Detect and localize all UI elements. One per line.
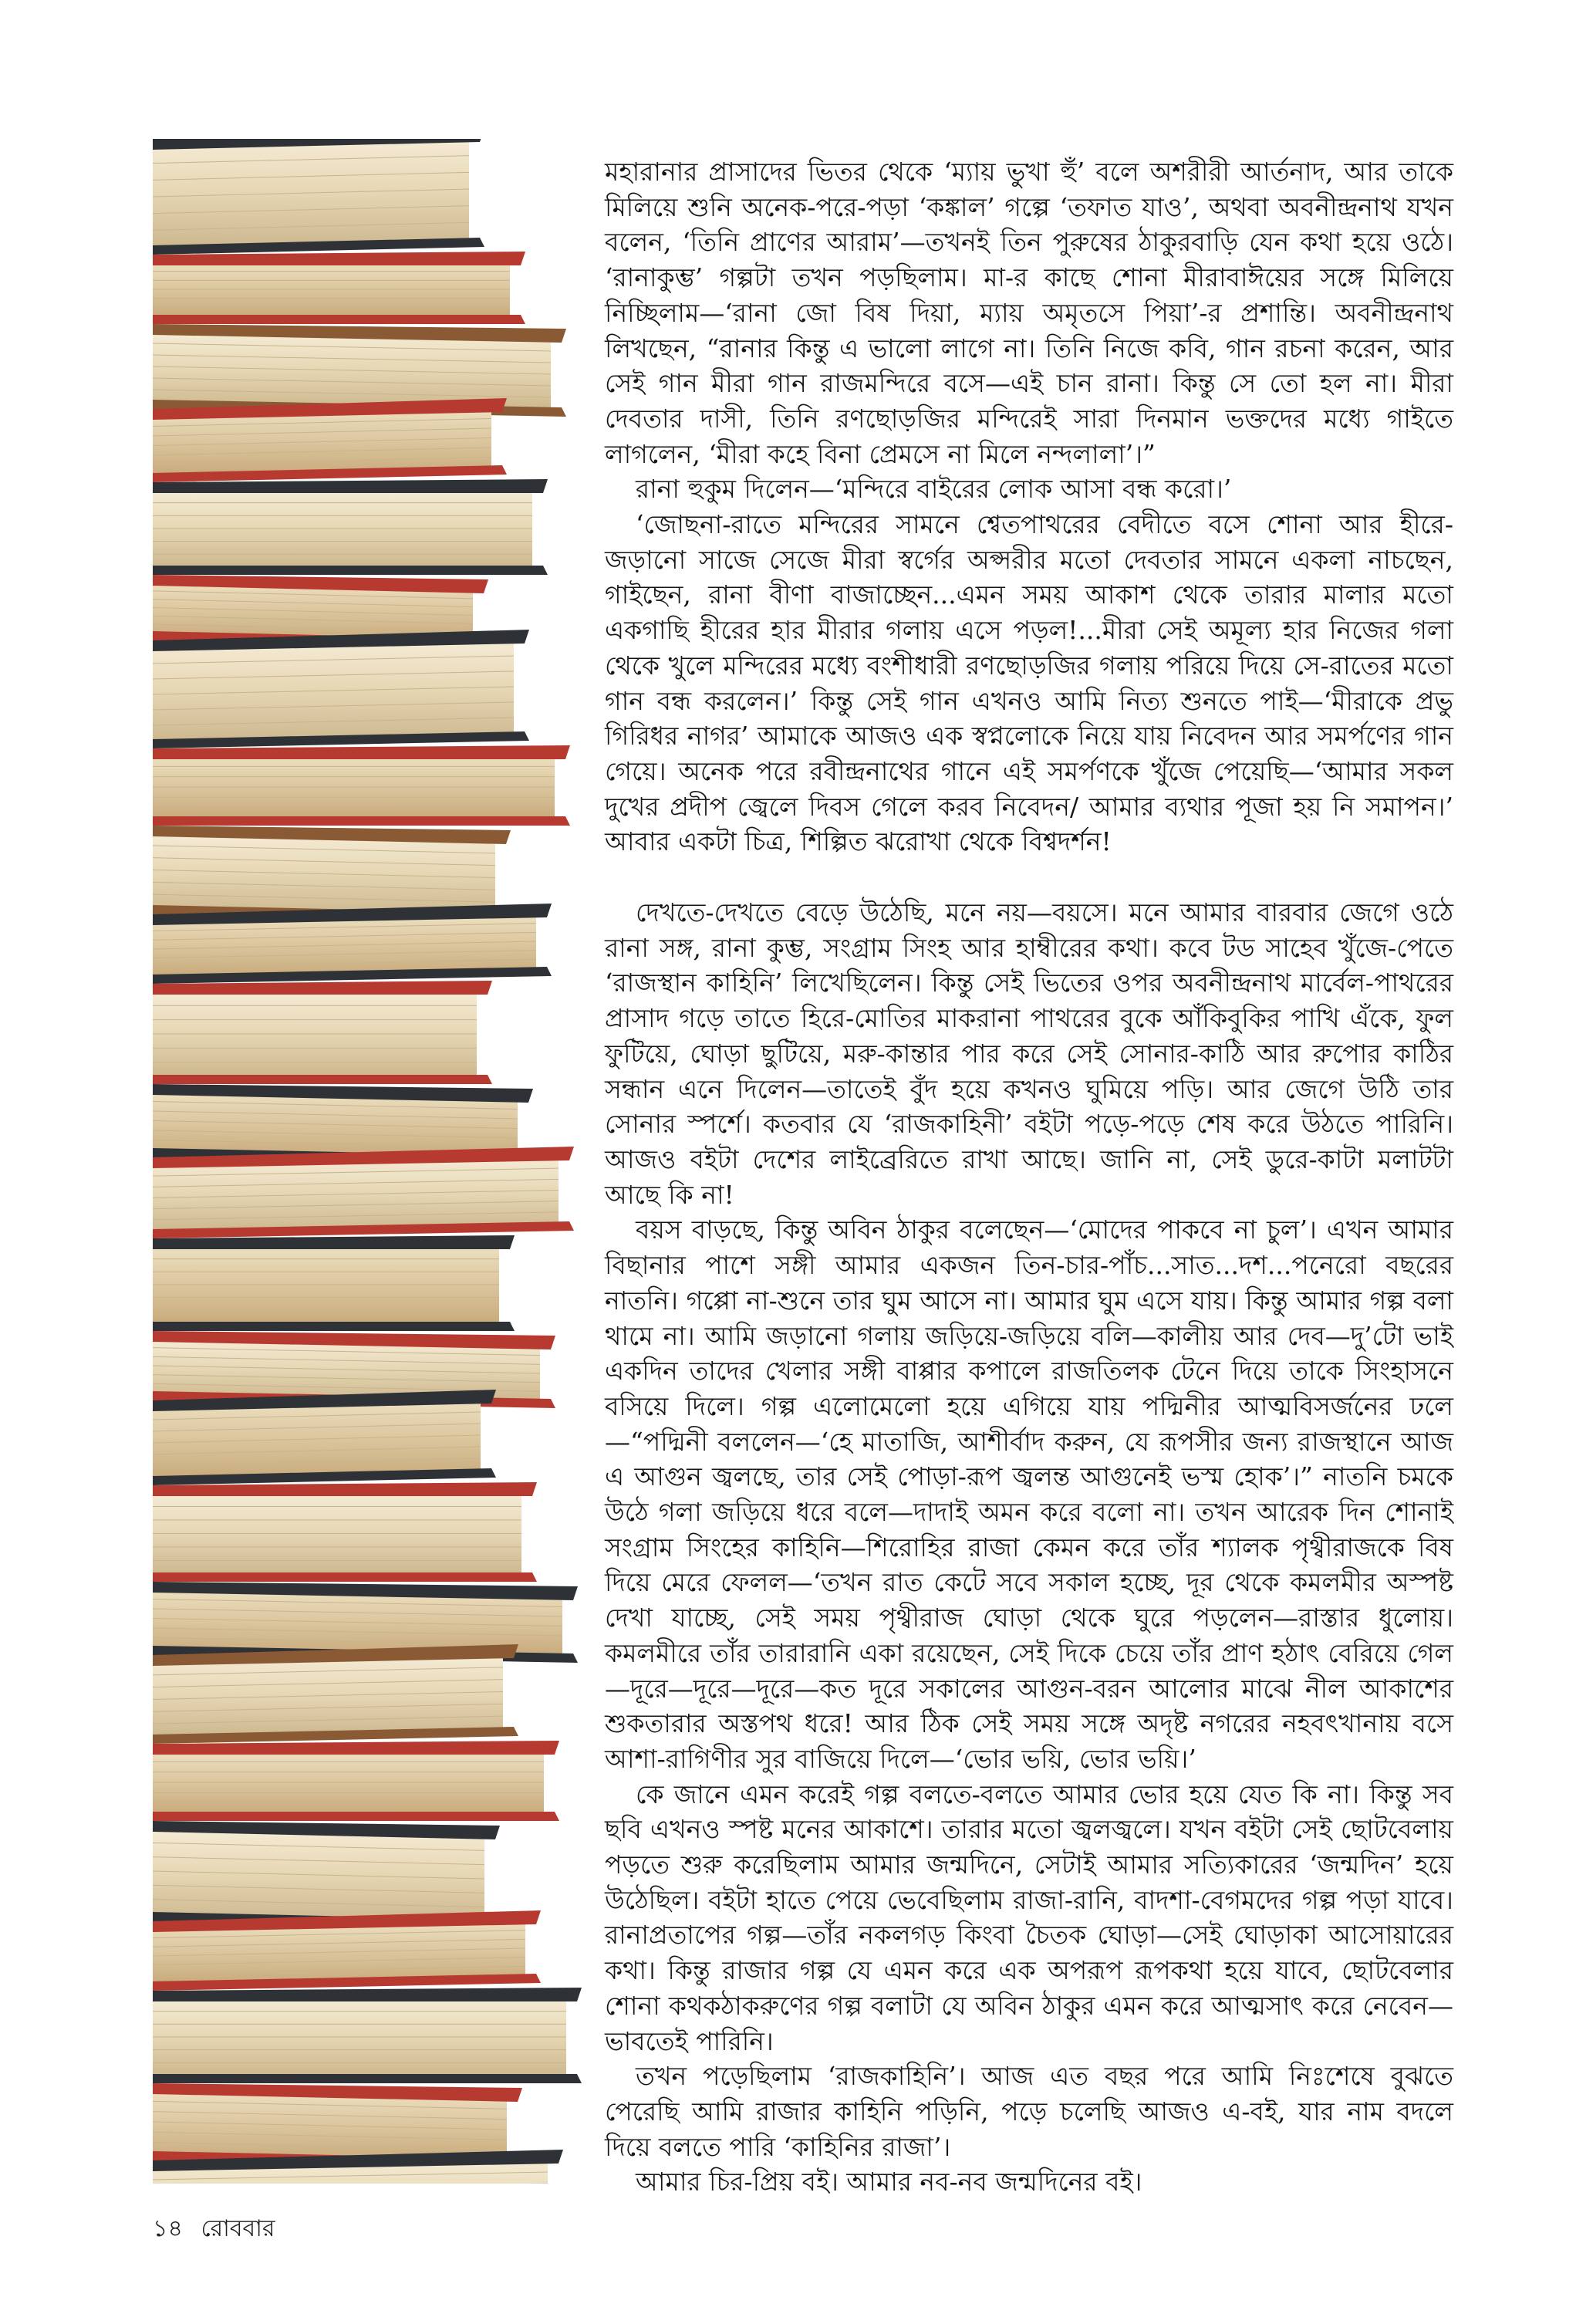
book — [153, 1910, 541, 1991]
book — [153, 904, 552, 984]
book — [153, 479, 548, 575]
book — [153, 1390, 496, 1485]
book — [153, 630, 529, 748]
book — [153, 1482, 537, 1582]
paragraph: মহারানার প্রাসাদের ভিতর থেকে ‘ম্যায় ভুখা হুঁ’ বলে অশরীরী আর্তনাদ, আর তাকে মিলিয়ে শুনি অনেক-পরে-পড়া ‘কঙ্কাল’ গল্পে ‘তফাত যাও’, অথবা অবনীন্দ্রনাথ যখন বলেন, ‘তিনি প্রাণের আরাম’—তখনই তিন পুরুষের ঠাকুরবাড়ি যেন কথা হয়ে ওঠে। ‘রানাকুম্ভ’ গল্পটা তখন পড়ছিলাম। মা-র কাছে শোনা মীরাবাঈয়ের সঙ্গে মিলিয়ে নিচ্ছিলাম—‘রানা জো বিষ দিয়া, ম্যায় অমৃতসে পিয়া’-র প্রশান্তি। অবনীন্দ্রনাথ লিখছেন, “রানার কিন্তু এ ভালো লাগে না। তিনি নিজে কবি, গান রচনা করেন, আর সেই গান মীরা গান রাজমন্দিরে বসে—এই চান রানা। কিন্তু সে তো হল না। মীরা দেবতার দাসী, তিনি রণছোড়জির মন্দিরেই সারা দিনমান ভক্তদের মধ্যে গাইতে লাগলেন, ‘মীরা কহে বিনা প্রেমসে না মিলে নন্দলালা’।” — [605, 157, 1453, 469]
book — [153, 1235, 515, 1331]
paragraph: বয়স বাড়ছে, কিন্তু অবিন ঠাকুর বলেছেন—‘মোদের পাকবে না চুল’। এখন আমার বিছানার পাশে সঙ্গী আমার একজন তিন-চার-পাঁচ...সাত...দশ...পনেরো বছরের নাতনি। গপ্পো না-শুনে তার ঘুম আসে না। আমার ঘুম এসে যায়। কিন্তু আমার গল্প বলা থামে না। আমি জড়ানো গলায় জড়িয়ে-জড়িয়ে বলি—কালীয় আর দেব—দু’টো ভাই একদিন তাদের খেলার সঙ্গী বাপ্পার কপালে রাজতিলক টেনে দিয়ে তাকে সিংহাসনে বসিয়ে দিলে। গল্প এলোমেলো হয়ে এগিয়ে যায় পদ্মিনীর আত্মবিসর্জনের ঢলে—“পদ্মিনী বললেন—‘হে মাতাজি, আশীর্বাদ করুন, যে রূপসীর জন্য রাজস্থানে আজ এ আগুন জ্বলছে, তার সেই পোড়া-রূপ জ্বলন্ত আগুনেই ভস্ম হোক’।” নাতনি চমকে উঠে গলা জড়িয়ে ধরে বলে—দাদাই অমন করে বলো না। তখন আরেক দিন শোনাই সংগ্রাম সিংহের কাহিনি—শিরোহির রাজা কেমন করে তাঁর শ্যালক পৃথ্বীরাজকে বিষ দিয়ে মেরে ফেলল—‘তখন রাত কেটে সবে সকাল হচ্ছে, দূর থেকে কমলমীর অস্পষ্ট দেখা যাচ্ছে, সেই সময় পৃথ্বীরাজ ঘোড়া থেকে ঘুরে পড়লেন—রাস্তার ধুলোয়। কমলমীরে তাঁর তারারানি একা রয়েছেন, সেই দিকে চেয়ে তাঁর প্রাণ হঠাৎ বেরিয়ে গেল—দূরে—দূরে—দূরে—কত দূরে সকালের আগুন-বরন আলোর মাঝে নীল আকাশের শুকতারার অস্তপথ ধরে! আর ঠিক সেই সময় সঙ্গে অদৃষ্ট নগরের নহবৎখানায় বসে আশা-রাগিণীর সুর বাজিয়ে দিলে—‘ভোর ভয়ি, ভোর ভয়ি।’ — [605, 1214, 1453, 1774]
book-stack-image — [153, 139, 585, 2184]
book — [153, 981, 492, 1084]
paragraph: দেখতে-দেখতে বেড়ে উঠেছি, মনে নয়—বয়সে। মনে আমার বারবার জেগে ওঠে রানা সঙ্গ, রানা কুম্ভ, সংগ্রাম সিংহ আর হাম্বীরের কথা। কবে টড সাহেব খুঁজে-পেতে ‘রাজস্থান কাহিনি’ লিখেছিলেন। কিন্তু সেই ভিতের ওপর অবনীন্দ্রনাথ মার্বেল-পাথরের প্রাসাদ গড়ে তাতে হিরে-মোতির মাকরানা পাথরের বুকে আঁকিবুকির পাখি এঁকে, ফুল ফুটিয়ে, ঘোড়া ছুটিয়ে, মরু-কান্তার পার করে সেই সোনার-কাঠি আর রুপোর কাঠির সন্ধান এনে দিলেন—তাতেই বুঁদ হয়ে কখনও ঘুমিয়ে পড়ি। আর জেগে উঠি তার সোনার স্পর্শে। কতবার যে ‘রাজকাহিনী’ বইটা পড়ে-পড়ে শেষ করে উঠতে পারিনি। আজও বইটা দেশের লাইব্রেরিতে রাখা আছে। জানি না, সেই ডুরে-কাটা মলাটটা আছে কি না! — [605, 897, 1453, 1210]
paragraph: ‘জোছনা-রাতে মন্দিরের সামনে শ্বেতপাথরের বেদীতে বসে শোনা আর হীরে-জড়ানো সাজে সেজে মীরা স্বর্গের অপ্সরীর মতো দেবতার সামনে একলা নাচছেন, গাইছেন, রানা বীণা বাজাচ্ছেন...এমন সময় আকাশ থেকে তারার মালার মতো একগাছি হীরের হার মীরার গলায় এসে পড়ল!...মীরা সেই অমূল্য হার নিজের গলা থেকে খুলে মন্দিরের মধ্যে বংশীধারী রণছোড়জির গলায় পরিয়ে দিয়ে সে-রাতের মতো গান বন্ধ করলেন।’ কিন্তু সেই গান এখনও আমি নিত্য শুনতে পাই—‘মীরাকে প্রভু গিরিধর নাগর’ আমাকে আজও এক স্বপ্নলোকে নিয়ে যায় নিবেদন আর সমর্পণের গান গেয়ে। অনেক পরে রবীন্দ্রনাথের গানে এই সমর্পণকে খুঁজে পেয়েছি—‘আমার সকল দুখের প্রদীপ জ্বেলে দিবস গেলে করব নিবেদন/ আমার ব্যথার পূজা হয় নি সমাপন।’ আবার একটা চিত্র, শিল্পিত ঝরোখা থেকে বিশ্বদর্শন! — [605, 509, 1453, 857]
book — [153, 745, 570, 826]
book — [153, 1741, 559, 1821]
magazine-name: রোববার — [201, 2215, 275, 2242]
paragraph: রানা হুকুম দিলেন—‘মন্দিরে বাইরের লোক আসা বন্ধ করো।’ — [636, 474, 1232, 505]
book — [153, 398, 507, 482]
paragraph: কে জানে এমন করেই গল্প বলতে-বলতে আমার ভোর হয়ে যেত কি না। কিন্তু সব ছবি এখনও স্পষ্ট মনের আকাশে। তারার মতো জ্বলজ্বলে। যখন বইটা সেই ছোটবেলায় পড়তে শুরু করেছিলাম আমার জন্মদিনে, সেটাই আমার সত্যিকারের ‘জন্মদিন’ হয়ে উঠেছিল। বইটা হাতে পেয়ে ভেবেছিলাম রাজা-রানি, বাদশা-বেগমদের গল্প পড়া যাবে। রানাপ্রতাপের গল্প—তাঁর নকলগড় কিংবা চৈতক ঘোড়া—সেই ঘোড়াকা আসোয়ারের কথা। কিন্তু রাজার গল্প যে এমন করে এক অপরূপ রূপকথা হয়ে যাবে, ছোটবেলার শোনা কথকঠাকরুণের গল্প বলাটা যে অবিন ঠাকুর এমন করে আত্মসাৎ করে নেবেন—ভাবতেই পারিনি। — [605, 1778, 1453, 2056]
book — [153, 1988, 582, 2083]
page-number: ১৪ — [153, 2215, 183, 2242]
book-stack-icon — [153, 139, 585, 2184]
book — [153, 1644, 518, 1744]
book — [153, 1821, 500, 1929]
page-footer — [153, 2210, 285, 2249]
article-body — [605, 154, 1453, 2200]
paragraph: তখন পড়েছিলাম ‘রাজকাহিনি’। আজ এত বছর পরে আমি নিঃশেষে বুঝতে পেরেছি আমি রাজার কাহিনি পড়িনি, পড়ে চলেছি আজও এ-বই, যার নাম বদলে দিয়ে বলতে পারি ‘কাহিনির রাজা’। — [605, 2061, 1453, 2162]
paragraph: আমার চির-প্রিয় বই। আমার নব-নব জন্মদিনের বই। — [636, 2167, 1142, 2197]
book — [153, 1147, 574, 1238]
book — [153, 252, 525, 324]
book — [153, 139, 484, 255]
